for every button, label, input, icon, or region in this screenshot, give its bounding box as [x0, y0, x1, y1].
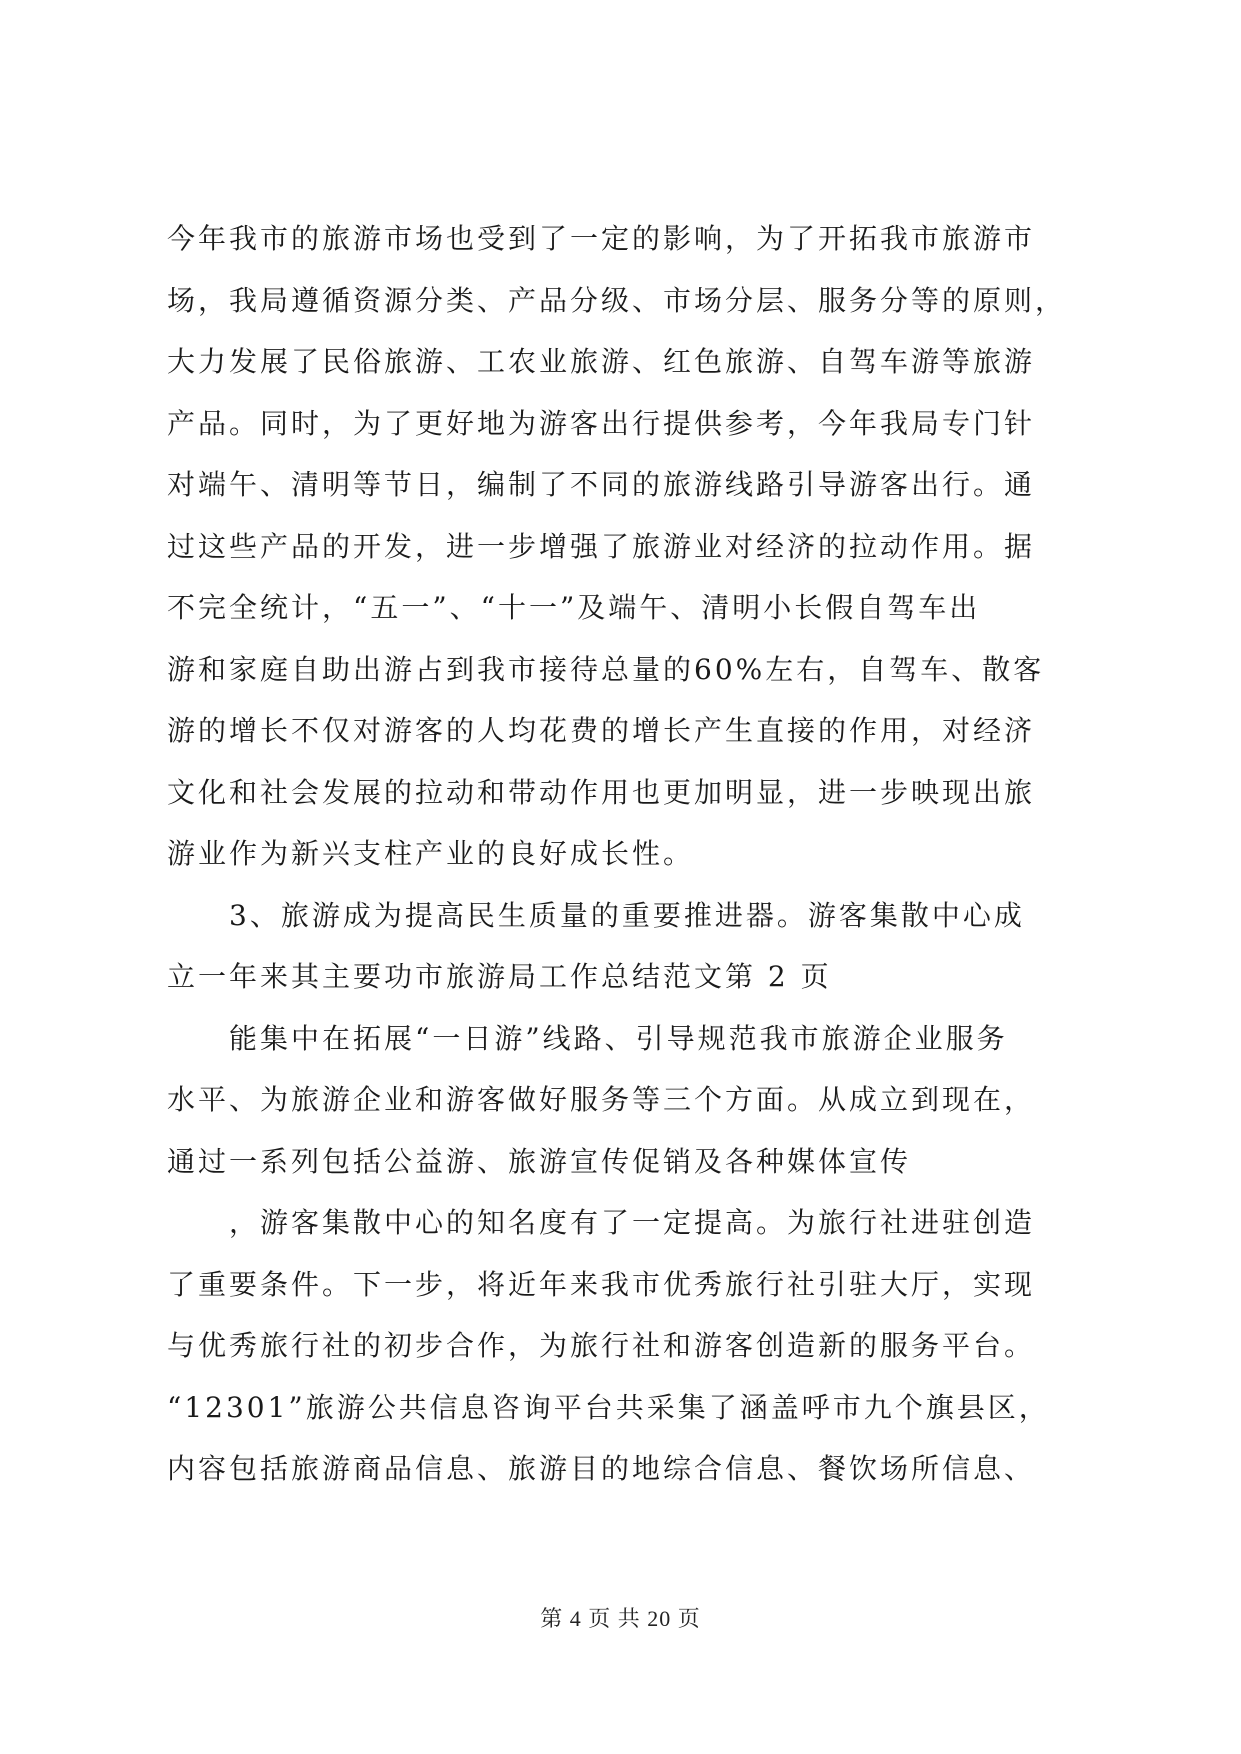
text-line: 与优秀旅行社的初步合作，为旅行社和游客创造新的服务平台。 [167, 1329, 1036, 1362]
text-line: 内容包括旅游商品信息、旅游目的地综合信息、餐饮场所信息、 [167, 1452, 1036, 1485]
text-line: 不完全统计，“五一”、“十一”及端午、清明小长假自驾车出 [167, 591, 981, 624]
text-line: “12301”旅游公共信息咨询平台共采集了涵盖呼市九个旗县区， [167, 1390, 1050, 1424]
text-line: 立一年来其主要功市旅游局工作总结范文第 2 页 [167, 960, 832, 993]
page-number-footer: 第 4 页 共 20 页 [540, 1606, 701, 1631]
paragraph-start-line: ，游客集散中心的知名度有了一定提高。为旅行社进驻创造 [229, 1206, 1036, 1239]
text-line: 过这些产品的开发，进一步增强了旅游业对经济的拉动作用。据 [167, 529, 1036, 563]
text-line: 对端午、清明等节日，编制了不同的旅游线路引导游客出行。通 [167, 468, 1036, 501]
paragraph-start-line: 3、旅游成为提高民生质量的重要推进器。游客集散中心成 [229, 898, 1025, 932]
text-line: 场，我局遵循资源分类、产品分级、市场分层、服务分等的原则， [167, 283, 1067, 317]
text-line: 文化和社会发展的拉动和带动作用也更加明显，进一步映现出旅 [167, 775, 1036, 809]
text-line: 水平、为旅游企业和游客做好服务等三个方面。从成立到现在， [167, 1083, 1036, 1116]
text-line: 通过一系列包括公益游、旅游宣传促销及各种媒体宣传 [167, 1144, 912, 1178]
body-text [167, 208, 1087, 1500]
text-line: 了重要条件。下一步，将近年来我市优秀旅行社引驻大厅，实现 [167, 1267, 1036, 1301]
text-line: 游的增长不仅对游客的人均花费的增长产生直接的作用，对经济 [167, 714, 1036, 747]
text-line: 大力发展了民俗旅游、工农业旅游、红色旅游、自驾车游等旅游 [167, 345, 1036, 378]
text-line: 游和家庭自助出游占到我市接待总量的60%左右，自驾车、散客 [167, 652, 1045, 686]
paragraph-start-line: 能集中在拓展“一日游”线路、引导规范我市旅游企业服务 [229, 1021, 1008, 1055]
text-line: 游业作为新兴支柱产业的良好成长性。 [167, 837, 695, 870]
text-line: 产品。同时，为了更好地为游客出行提供参考，今年我局专门针 [167, 406, 1036, 440]
text-line: 今年我市的旅游市场也受到了一定的影响，为了开拓我市旅游市 [167, 222, 1036, 255]
